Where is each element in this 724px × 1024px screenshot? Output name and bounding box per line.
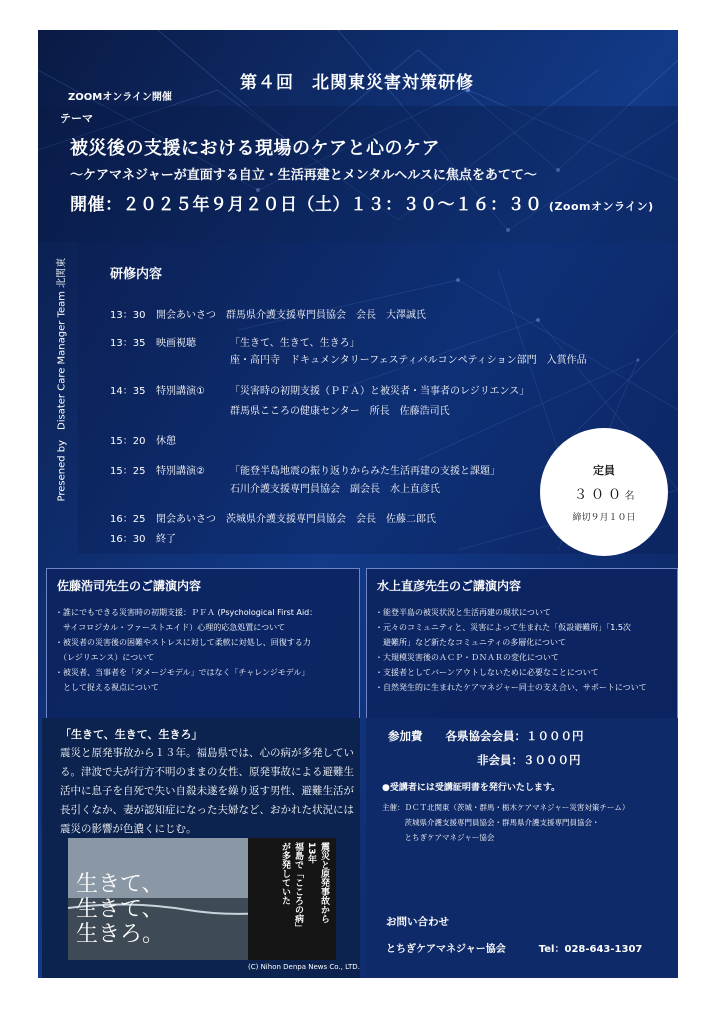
program-what: 終了 <box>156 534 176 545</box>
program-detail-sub: 石川介護支援専門員協会 副会長 水上直彦氏 <box>230 484 440 495</box>
film-poster-title: 生きて、 生きて、 生きろ。 <box>76 872 165 947</box>
program-what: 映画視聴 <box>156 338 196 349</box>
lecture2-item: ・自然発生的に生まれたケアマネジャー同士の支え合い、サポートについて <box>375 683 647 692</box>
capacity-number: ３００名 <box>573 487 635 503</box>
certificate-note: ●受講者には受講証明書を発行いたします。 <box>382 783 561 793</box>
lecture2-item: ・大規模災害後のＡＣＰ・ＤＮＡＲの変化について <box>375 653 559 662</box>
date-note: (Zoomオンライン) <box>548 200 654 213</box>
main-title: 第４回 北関東災害対策研修 <box>240 73 474 93</box>
fee-nonmember: 非会員：３０００円 <box>477 753 581 767</box>
film-description: 震災と原発事故から１３年。福島県では、心の病が多発している。津波で夫が行方不明のままの女性、原発事故による避難生活中に息子を自死で失い自殺未遂を繰り返す男性、避難生活が長引くなか、妻が認知症になった夫婦など、おかれた状況には震災の影響が色濃くにじむ。 <box>60 747 354 835</box>
program-detail-sub: 座・高円寺 ドキュメンタリーフェスティバルコンペティション部門 入賞作品 <box>230 355 587 366</box>
lecture1-title: 佐藤浩司先生のご講演内容 <box>57 579 202 593</box>
lecture1-item: ・誰にでもできる災害時の初期支援：ＰＦＡ (Psychological First Aid： <box>55 608 318 617</box>
lecture1-item: （レジリエンス）について <box>55 653 155 662</box>
program-time: 13：30 <box>110 310 146 321</box>
contact-info <box>386 940 642 955</box>
film-title: 「生きて、生きて、生きろ」 <box>60 728 203 741</box>
contact-tel: Tel：028-643-1307 <box>538 944 643 955</box>
zoom-tag: ZOOMオンライン開催 <box>68 92 172 103</box>
theme-title: 被災後の支援における現場のケアと心のケア <box>70 138 440 159</box>
lecture2-item: ・支援者としてバーンアウトしないために必要なことについて <box>375 668 599 677</box>
lecture1-item: サイコロジカル・ファーストエイド）心理的応急処置について <box>55 623 286 632</box>
presented-by: Presened by Disater Care Manager Team 北関東 <box>56 257 68 502</box>
event-date <box>70 190 654 215</box>
lecture1-item: ・被災者の災害後の困難やストレスに対して柔軟に対処し、回復する力 <box>55 638 311 647</box>
fee-member: 参加費 各県協会会員：１０００円 <box>388 729 584 743</box>
contact-heading: お問い合わせ <box>386 916 449 928</box>
program-detail: 「能登半島地震の振り返りからみた生活再建の支援と課題」 <box>230 466 500 477</box>
program-what: 特別講演② <box>156 466 205 477</box>
capacity-circle <box>540 428 668 556</box>
lecture1-item: として捉える視点について <box>55 683 159 692</box>
lecture2-item: 避難所」など新たなコミュニティの多層化について <box>375 638 567 647</box>
program-what: 特別講演① <box>156 386 205 397</box>
program-time: 16：25 <box>110 514 146 525</box>
lecture1-box <box>46 568 360 730</box>
lecture2-box <box>366 568 678 730</box>
theme-label: テーマ <box>60 112 93 125</box>
host-info: 主催：ＤＣＴ北関東（茨城・群馬・栃木ケアマネジャー災害対策チーム） 茨城県介護支援専門員協会・群馬県介護支援専門員協会・ とちぎケアマネジャー協会 <box>382 803 630 842</box>
program-what: 閉会あいさつ 茨城県介護支援専門員協会 会長 佐藤二郎氏 <box>156 514 436 525</box>
program-time: 15：20 <box>110 436 146 447</box>
program-detail-sub: 群馬県こころの健康センター 所長 佐藤浩司氏 <box>230 406 450 417</box>
theme-subtitle: ～ケアマネジャーが直面する自立・生活再建とメンタルヘルスに焦点をあてて～ <box>70 168 537 183</box>
program-title: 研修内容 <box>110 267 163 282</box>
program-what: 開会あいさつ 群馬県介護支援専門員協会 会長 大澤誠氏 <box>156 310 426 321</box>
program-time: 15：25 <box>110 466 146 477</box>
lecture2-item: ・元々のコミュニティと、災害によって生まれた「仮設避難所」「1.5次 <box>375 623 631 632</box>
contact-org: とちぎケアマネジャー協会 <box>386 944 506 955</box>
program-detail: 「災害時の初期支援（ＰＦＡ）と被災者・当事者のレジリエンス」 <box>230 386 530 397</box>
film-poster-image <box>68 838 336 960</box>
capacity-deadline: 締切９月１０日 <box>572 513 636 523</box>
capacity-label: 定員 <box>593 464 615 477</box>
program-detail: 「生きて、生きて、生きろ」 <box>230 338 360 349</box>
program-time: 16：30 <box>110 534 146 545</box>
program-time: 13：35 <box>110 338 146 349</box>
date-text: 開催：２０２５年９月２０日（土）１３：３０～１６：３０ <box>70 195 543 215</box>
lecture2-title: 水上直彦先生のご講演内容 <box>377 579 522 593</box>
program-time: 14：35 <box>110 386 146 397</box>
program-what: 休憩 <box>156 436 176 447</box>
lecture2-item: ・能登半島の被災状況と生活再建の現状について <box>375 608 551 617</box>
film-poster-vertical: 震災と原発事故から 13年 福島で「こころの病」 が多発していた <box>280 842 329 932</box>
lecture1-item: ・被災者、当事者を「ダメージモデル」ではなく「チャレンジモデル」 <box>55 668 310 677</box>
film-credit: (C) Nihon Denpa News Co., LTD. <box>248 963 360 971</box>
